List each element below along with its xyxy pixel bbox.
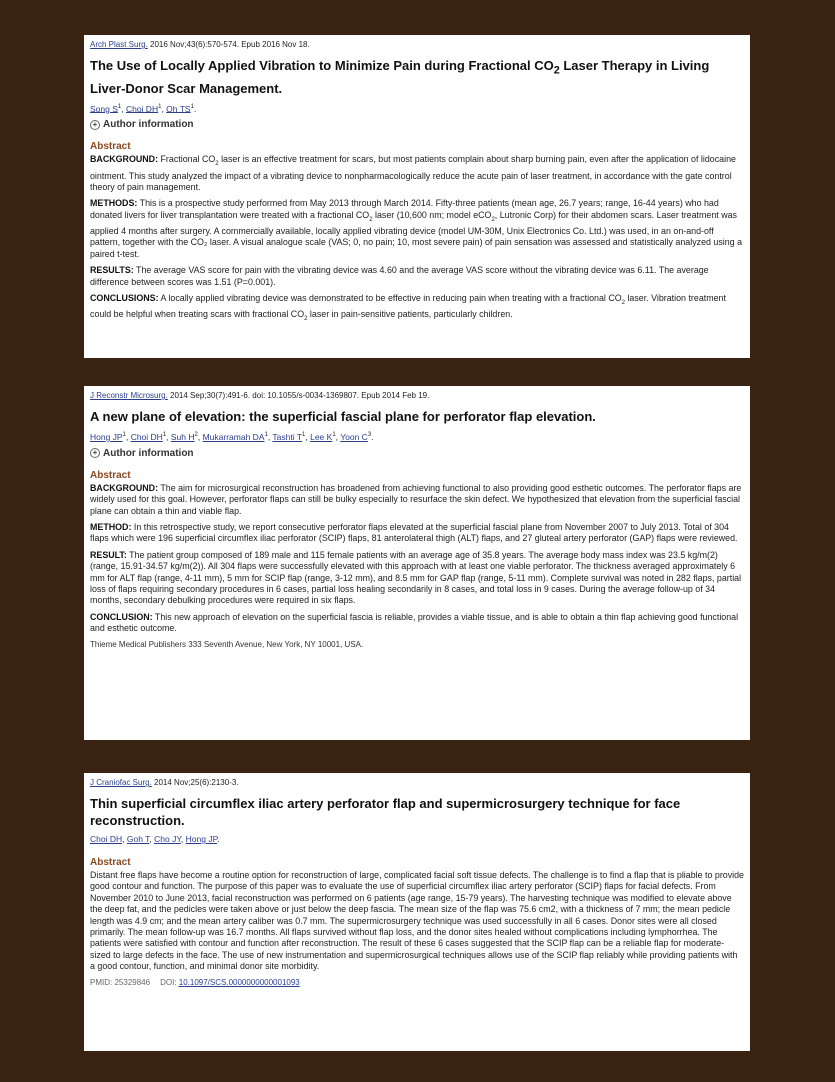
author-link[interactable]: Goh T	[126, 834, 150, 844]
author-link[interactable]: Oh TS	[166, 103, 191, 114]
author-link[interactable]: Mukarramah DA	[202, 431, 265, 442]
pmid: 25329846	[114, 977, 151, 987]
author-list: Choi DH, Goh T, Cho JY, Hong JP.	[90, 834, 220, 844]
author-information-toggle[interactable]: + Author information	[90, 447, 744, 460]
author-link[interactable]: Hong JP	[90, 431, 123, 442]
article-title: Thin superficial circumflex iliac artery perforator flap and supermicrosurgery technique for face reconstruction.	[90, 796, 681, 828]
author-link[interactable]: Song S	[90, 103, 118, 114]
author-list: Song $S^1$, Choi $DH^1$, Oh $TS^1$.	[90, 103, 197, 114]
author-link[interactable]: Tashti T	[272, 431, 303, 442]
journal-link[interactable]: J Reconstr Microsurg.	[90, 391, 168, 400]
abstract-heading: Abstract	[90, 857, 131, 868]
journal-link[interactable]: J Craniofac Surg.	[90, 778, 152, 787]
author-link[interactable]: Yoon C	[340, 431, 368, 442]
abstract-text: Distant free flaps have become a routine option for reconstruction of large, complicated facial soft tissue defects. The challenge is to find a flap that is pliable to provide good contour and function. The purpose of this paper was to evaluate the use of superficial circumflex iliac artery perforator (SCIP) flaps for facial defects. From November 2010 to June 2013, facial reconstruction was performed on 6 patients (age range, 15-79 years). The harvesting technique was modified to elevate above the deep fat, and the pedicles were taken above or just below the deep fascia. The mean size of the flap was 75.6 cm2, with a thickness of 7 mm; the mean pedicle length was 4.9 cm; and the mean artery caliber was 0.7 mm. The supermicrosurgery technique was used successfully in all 6 cases. Donor sites were all closed primarily. The mean follow-up was 16.7 months. All flaps survived without flap loss, and the donor sites healed without complications including lymphorrhea. The patients were satisfied with contour and function after reconstruction. The result of these 6 cases suggested that the SCIP flap can be a reliable flap for moderate-sized to large defects in the face. The use of new instrumentation and supermicrosurgical techniques allows use of the SCIP flap reliably while providing patients with a good contour, function, and minimal donor site morbidity.	[90, 870, 744, 972]
article-identifiers: PMID: 25329846 DOI: 10.1097/SCS.0000000000001093	[90, 977, 300, 987]
citation: Arch Plast Surg. 2016 Nov;43(6):570-574. Epub 2016 Nov 18.	[90, 40, 310, 49]
article-card-3	[84, 773, 750, 1051]
author-link[interactable]: Cho JY	[154, 834, 181, 844]
plus-circle-icon: +	[90, 448, 100, 458]
abstract-method: METHOD: In this retrospective study, we report consecutive perforator flaps elevated at the superficial fascial plane from November 2007 to July 2013. Total of 304 flaps which were 196 superficial circumflex iliac perforator (SCIP) flaps, 81 anterolateral thigh (ALT) flaps, and 27 gluteal artery perforator (GAP) flaps were reviewed.	[90, 522, 738, 544]
journal-link[interactable]: Arch Plast Surg.	[90, 40, 148, 49]
citation: J Craniofac Surg. 2014 Nov;25(6):2130-3.	[90, 778, 239, 787]
abstract-methods: METHODS: This is a prospective study performed from May 2013 through March 2014. Fifty-three patients (mean age, 26.7 years; range, 16-44 years) who had donated livers for liver transplantation were treated with a fractional $CO_2$ laser (10,600 nm; model eCO$_2$, Lutronic Corp) for their abdomen scars. Laser treatment was applied 4 months after surgery. A commercially available, locally applied vibrating device (model UM-30M, Unix Electronics Co. Ltd.) was used, in an on-and-off pattern, together with the CO₂ laser. A visual analogue scale (VAS; 0, no pain; 10, most severe pain) of pain sensation was assessed and statistically analyzed using a paired t-test.	[90, 198, 743, 259]
citation: J Reconstr Microsurg. 2014 Sep;30(7):491-6. doi: 10.1055/s-0034-1369807. Epub 2014 Feb 19.	[90, 391, 430, 400]
abstract-result: RESULT: The patient group composed of 189 male and 115 female patients with an average age of 35.8 years. The average body mass index was 23.5 kg/m(2) (range, 15.91-34.57 kg/m(2)). All 304 flaps were successfully elevated with this approach with at least one viable perforator. The thickness averaged approximately 6 mm for ALT flap (range, 4-11 mm), 5 mm for SCIP flap (range, 3-12 mm), and 8.5 mm for GAP flap (range, 5-11 mm). Complete survival was noted in 282 flaps, partial loss of flaps requiring secondary procedures in 6 cases, partial loss healing secondarily in 8 cases, and total loss in 9 cases. During the average follow-up of 34 months, secondary debulking procedures were required in six flaps.	[90, 549, 742, 606]
author-link[interactable]: Choi DH	[130, 431, 163, 442]
abstract-heading: Abstract	[90, 469, 131, 481]
doi-link[interactable]: 10.1097/SCS.0000000000001093	[178, 977, 300, 987]
article-title: A new plane of elevation: the superficial fascial plane for perforator flap elevation.	[90, 409, 596, 424]
abstract-conclusion: CONCLUSION: This new approach of elevation on the superficial fascia is reliable, provides a viable tissue, and is able to obtain a thin flap achieving good functional and esthetic outcome.	[90, 611, 739, 634]
abstract-background: BACKGROUND: The aim for microsurgical reconstruction has broadened from achieving functional to also providing good esthetic outcomes. The perforator flaps are widely used for this goal. However, perforator flaps can still be bulky especially to resurface the skin defect. We hypothesized that elevation from the superficial fascial plane can obtain a thin and viable flap.	[90, 482, 742, 516]
article-card-2	[84, 386, 750, 740]
author-list: Hong $JP^1$, Choi $DH^1$, Suh $H^2$, Mukarramah $DA^1$, Tashti $T^1$, Lee $K^1$, Yoon $C^3$.	[90, 431, 374, 442]
author-link[interactable]: Choi DH	[90, 834, 123, 844]
author-link[interactable]: Suh H	[170, 431, 195, 442]
author-link[interactable]: Hong JP	[185, 834, 218, 844]
article-card-1	[84, 35, 750, 358]
abstract-heading: Abstract	[90, 141, 131, 153]
author-link[interactable]: Lee K	[310, 431, 333, 442]
author-information-toggle[interactable]: + Author information	[90, 118, 744, 131]
abstract-background: BACKGROUND: Fractional $CO_2$ laser is an effective treatment for scars, but most patients complain about sharp burning pain, even after the application of lidocaine ointment. This study analyzed the impact of a vibrating device to nonpharmacologically reduce the acute pain of laser treatment, in accordance with the gate control theory of pain management.	[90, 154, 736, 193]
plus-circle-icon: +	[90, 120, 100, 130]
publisher-info: Thieme Medical Publishers 333 Seventh Avenue, New York, NY 10001, USA.	[90, 639, 364, 649]
abstract-conclusions: CONCLUSIONS: A locally applied vibrating device was demonstrated to be effective in reducing pain when treating with a fractional $CO_2$ laser. Vibration treatment could be helpful when treating scars with fractional $CO_2$ laser in pain-sensitive patients, particularly children.	[90, 293, 726, 323]
article-title: The Use of Locally Applied Vibration to Minimize Pain during Fractional $CO_2$ Laser Therapy in Living Liver-Donor Scar Management.	[90, 58, 710, 96]
abstract-results: RESULTS: The average VAS score for pain with the vibrating device was 4.60 and the average VAS score without the vibrating device was 6.11. The average difference between scores was 1.51 (P=0.001).	[90, 265, 709, 287]
author-link[interactable]: Choi DH	[125, 103, 159, 114]
